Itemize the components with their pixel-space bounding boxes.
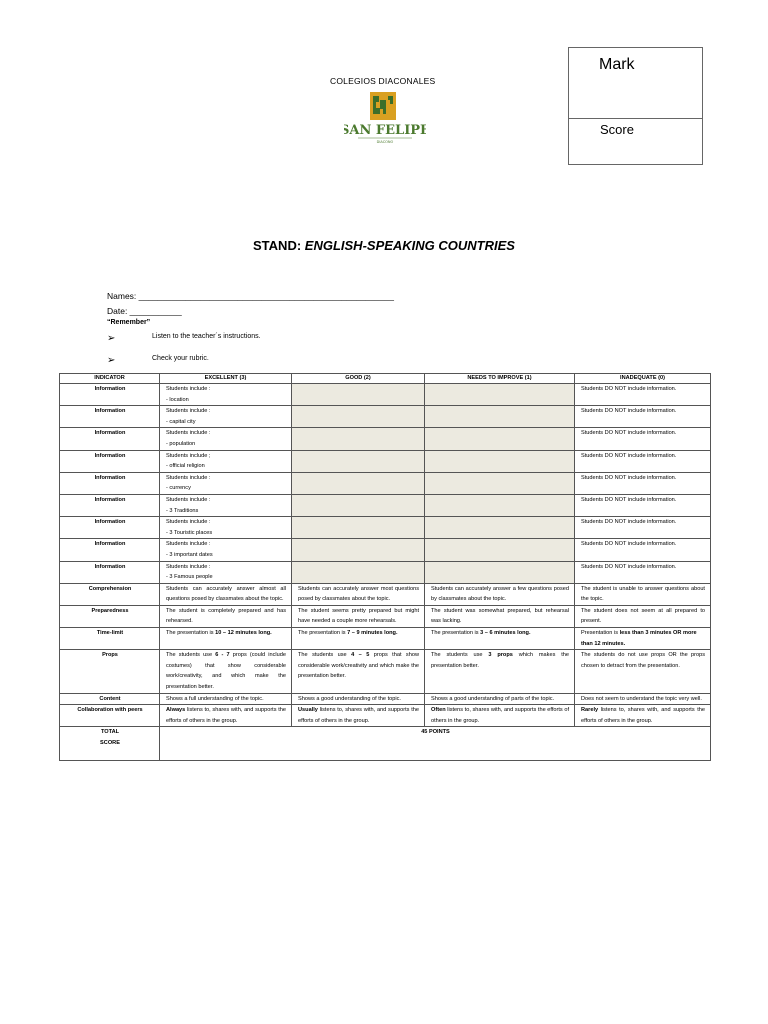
- cell-inadequate: Students DO NOT include information.: [575, 539, 711, 561]
- cell-line: - 3 important dates: [166, 551, 213, 558]
- cell-line: Students include :: [166, 430, 211, 437]
- total-points: 45 POINTS: [160, 727, 711, 761]
- title-prefix: STAND:: [253, 238, 305, 253]
- row-indicator: Information: [60, 539, 160, 561]
- cell-needs: [425, 539, 575, 561]
- instruction-1: Listen to the teacher´s instructions.: [152, 333, 261, 340]
- row-indicator: Information: [60, 561, 160, 583]
- cell-line: - 3 Famous people: [166, 574, 213, 581]
- cell-text: listens to, shares with, and supports the efforts of others in the group.: [298, 707, 419, 724]
- cell-good: [292, 494, 425, 516]
- cell-line: Students include ;: [166, 452, 211, 459]
- table-row: [60, 561, 711, 583]
- title-topic: ENGLISH-SPEAKING COUNTRIES: [304, 238, 515, 253]
- cell-emphasis: 4 – 5: [351, 652, 370, 659]
- table-row: [60, 384, 711, 406]
- cell-excellent: [160, 561, 292, 583]
- table-row: [60, 705, 711, 727]
- cell-text: The students use: [298, 652, 352, 659]
- table-row: [60, 693, 711, 705]
- cell-needs: [425, 450, 575, 472]
- cell-emphasis: 6 - 7: [215, 652, 230, 659]
- row-indicator: Information: [60, 472, 160, 494]
- cell-text: props that show considerable work/creativity and which make the presentation better.: [298, 652, 419, 680]
- cell-emphasis: Usually: [298, 707, 318, 714]
- row-indicator: Preparedness: [60, 605, 160, 627]
- cell-line: - currency: [166, 485, 191, 492]
- cell-needs: [425, 428, 575, 450]
- cell-text: Presentation is: [581, 630, 620, 637]
- cell-line: Students include :: [166, 386, 211, 392]
- cell-needs: [425, 472, 575, 494]
- cell-inadequate: The students do not use props OR the props chosen to detract from the presentation.: [575, 650, 711, 693]
- remember-label: “Remember”: [107, 319, 151, 326]
- cell-excellent: [160, 428, 292, 450]
- school-logo: [344, 90, 426, 146]
- cell-good: [292, 428, 425, 450]
- cell-line: Students include :: [166, 541, 211, 548]
- cell-good: The student seems pretty prepared but might have needed a couple more rehearsals.: [292, 605, 425, 627]
- date-field: Date: ___________: [107, 306, 182, 316]
- arrow-bullet-icon: ➢: [107, 355, 116, 366]
- cell-excellent: [160, 628, 292, 650]
- cell-needs: [425, 628, 575, 650]
- total-row: [60, 727, 711, 761]
- cell-good: [292, 384, 425, 406]
- row-indicator: Content: [60, 693, 160, 705]
- cell-emphasis: 10 – 12 minutes long.: [215, 630, 272, 637]
- table-row: [60, 517, 711, 539]
- arrow-bullet-icon: ➢: [107, 333, 116, 344]
- col-header-needs: NEEDS TO IMPROVE (1): [425, 374, 575, 384]
- cell-needs: [425, 517, 575, 539]
- page-title: [0, 238, 768, 253]
- cell-needs: [425, 406, 575, 428]
- instruction-2: Check your rubric.: [152, 355, 209, 362]
- cell-excellent: [160, 705, 292, 727]
- table-header-row: [60, 374, 711, 384]
- cell-needs: [425, 561, 575, 583]
- cell-needs: [425, 650, 575, 693]
- cell-good: [292, 472, 425, 494]
- cell-excellent: [160, 517, 292, 539]
- cell-emphasis: less than 3 minutes OR more than 12 minutes.: [581, 630, 697, 647]
- col-header-indicator: INDICATOR: [60, 374, 160, 384]
- cell-inadequate: The student is unable to answer questions about the topic.: [575, 583, 711, 605]
- cell-good: [292, 406, 425, 428]
- col-header-inadequate: INADEQUATE (0): [575, 374, 711, 384]
- mark-box: [568, 47, 703, 165]
- cell-good: [292, 450, 425, 472]
- cell-line: Students include :: [166, 519, 211, 526]
- total-label-line: TOTAL: [100, 729, 120, 736]
- cell-needs: Students can accurately answer a few questions posed by classmates about the topic.: [425, 583, 575, 605]
- logo-subtext: DIACONO: [376, 140, 394, 144]
- table-row: [60, 494, 711, 516]
- cell-excellent: The student is completely prepared and has rehearsed.: [160, 605, 292, 627]
- row-indicator: Information: [60, 450, 160, 472]
- cell-excellent: [160, 650, 292, 693]
- table-row: [60, 650, 711, 693]
- row-indicator: Information: [60, 384, 160, 406]
- cell-emphasis: Always: [166, 707, 186, 714]
- cell-line: - official religion: [166, 463, 205, 470]
- row-indicator: Information: [60, 494, 160, 516]
- table-row: [60, 472, 711, 494]
- cell-text: The presentation is: [298, 630, 348, 637]
- cell-needs: The student was somewhat prepared, but rehearsal was lacking.: [425, 605, 575, 627]
- cell-needs: [425, 494, 575, 516]
- cell-inadequate: Students DO NOT include information.: [575, 384, 711, 406]
- cell-line: - capital city: [166, 418, 196, 425]
- cell-good: [292, 650, 425, 693]
- cell-inadequate: [575, 628, 711, 650]
- table-row: [60, 539, 711, 561]
- cell-emphasis: Often: [431, 707, 446, 714]
- cell-emphasis: Rarely: [581, 707, 599, 714]
- cell-line: - population: [166, 440, 196, 447]
- row-indicator: Information: [60, 406, 160, 428]
- row-indicator: Time-limit: [60, 628, 160, 650]
- cell-text: listens to, shares with, and supports the efforts of others in the group.: [166, 707, 286, 724]
- cell-good: [292, 539, 425, 561]
- cell-inadequate: Students DO NOT include information.: [575, 517, 711, 539]
- total-label-line: SCORE: [100, 740, 120, 746]
- cell-excellent: [160, 450, 292, 472]
- cell-good: Shows a good understanding of the topic.: [292, 693, 425, 705]
- col-header-excellent: EXCELLENT (3): [160, 374, 292, 384]
- cell-text: The presentation is: [166, 630, 216, 637]
- cell-needs: Shows a good understanding of parts of the topic.: [425, 693, 575, 705]
- table-row: [60, 428, 711, 450]
- cell-excellent: [160, 494, 292, 516]
- cell-inadequate: Students DO NOT include information.: [575, 472, 711, 494]
- names-field: Names: ______________________________________________________: [107, 291, 394, 301]
- total-label: [60, 727, 160, 761]
- cell-inadequate: Students DO NOT include information.: [575, 561, 711, 583]
- cell-line: Students include :: [166, 496, 211, 503]
- score-label: Score: [600, 122, 634, 137]
- table-row: [60, 583, 711, 605]
- col-header-good: GOOD (2): [292, 374, 425, 384]
- cell-text: listens to, shares with, and supports the efforts of others in the group.: [431, 707, 569, 724]
- table-row: [60, 406, 711, 428]
- cell-inadequate: Students DO NOT include information.: [575, 428, 711, 450]
- cell-excellent: [160, 384, 292, 406]
- cell-line: - 3 Traditions: [166, 507, 199, 514]
- cell-line: - 3 Touristic places: [166, 529, 213, 536]
- cell-emphasis: 3 – 6 minutes long.: [480, 630, 531, 637]
- cell-emphasis: 3 props: [488, 652, 513, 659]
- cell-text: The presentation is: [431, 630, 481, 637]
- cell-line: Students include :: [166, 563, 211, 570]
- cell-good: [292, 561, 425, 583]
- cell-text: listens to, shares with, and supports the efforts of others in the group.: [581, 707, 705, 724]
- row-indicator: Information: [60, 428, 160, 450]
- logo-text: SAN FELIPE: [344, 123, 426, 138]
- table-row: [60, 605, 711, 627]
- cell-text: The students use: [431, 652, 489, 659]
- row-indicator: Comprehension: [60, 583, 160, 605]
- table-row: [60, 450, 711, 472]
- cell-inadequate: The student does not seem at all prepared to present.: [575, 605, 711, 627]
- cell-inadequate: Students DO NOT include information.: [575, 450, 711, 472]
- mark-label: Mark: [599, 56, 635, 73]
- cell-good: [292, 628, 425, 650]
- cell-good: Students can accurately answer most questions posed by classmates about the topic.: [292, 583, 425, 605]
- cell-line: - location: [166, 396, 189, 403]
- cell-line: Students include :: [166, 408, 211, 415]
- logo-emblem-icon: [344, 90, 426, 146]
- cell-inadequate: Students DO NOT include information.: [575, 406, 711, 428]
- school-name: COLEGIOS DIACONALES: [330, 76, 436, 86]
- table-row: [60, 628, 711, 650]
- cell-emphasis: 7 – 9 minutes long.: [347, 630, 398, 637]
- cell-text: props (could include costumes) that show considerable work/creativity, and which make the presentation better.: [166, 652, 286, 691]
- row-indicator: Collaboration with peers: [60, 705, 160, 727]
- cell-needs: [425, 705, 575, 727]
- cell-excellent: [160, 472, 292, 494]
- cell-good: [292, 705, 425, 727]
- cell-excellent: Shows a full understanding of the topic.: [160, 693, 292, 705]
- row-indicator: Information: [60, 517, 160, 539]
- cell-inadequate: [575, 705, 711, 727]
- cell-excellent: [160, 539, 292, 561]
- cell-needs: [425, 384, 575, 406]
- cell-text: The students use: [166, 652, 216, 659]
- cell-good: [292, 517, 425, 539]
- cell-excellent: [160, 406, 292, 428]
- cell-text: which makes the presentation better.: [431, 652, 570, 669]
- cell-inadequate: Does not seem to understand the topic very well.: [575, 693, 711, 705]
- cell-excellent: Students can accurately answer almost all questions posed by classmates about the topic.: [160, 583, 292, 605]
- rubric-table: [59, 373, 711, 761]
- cell-inadequate: Students DO NOT include information.: [575, 494, 711, 516]
- row-indicator: Props: [60, 650, 160, 693]
- cell-line: Students include :: [166, 474, 211, 481]
